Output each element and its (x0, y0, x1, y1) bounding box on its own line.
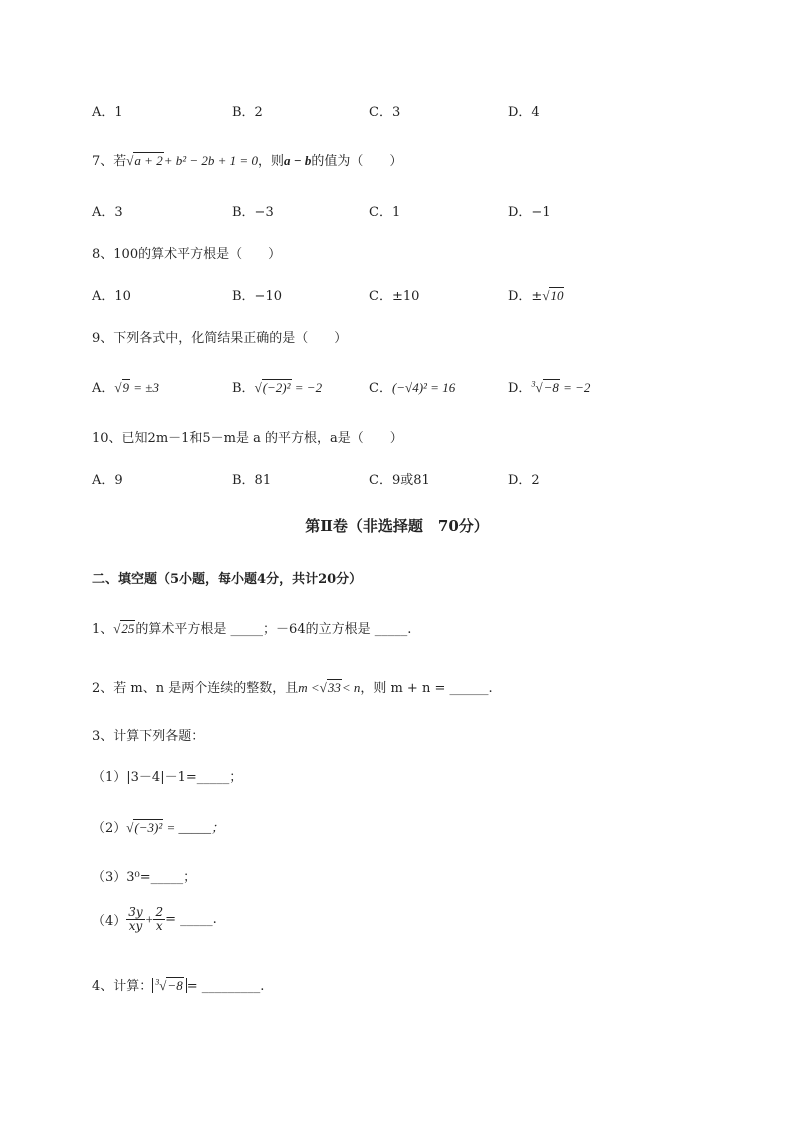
fill-q4: 4、计算： $^3$√−8 = _________. (92, 977, 265, 994)
q10-stem: 10、已知2m－1和5－m是 a 的平方根，a是（ ） (92, 431, 403, 446)
q6-options (92, 101, 692, 121)
q7-options (92, 201, 692, 221)
q6-option-c: C．3 (369, 105, 401, 120)
q7-target: a − b (283, 153, 312, 168)
q10-option-a: A．9 (92, 473, 123, 488)
q9-option-b: B．√(−2)² = −2 (232, 380, 323, 396)
q8-option-a: A．10 (92, 289, 131, 304)
q9-options (92, 377, 692, 397)
fill-q3-part4: （4） $\frac{3y}{xy}$ + $\frac{2}{x}$ = _____. (92, 905, 217, 933)
q8-d-radicand: 10 (550, 288, 564, 303)
q7-stem: 7、若√a + 2+ b² − 2b + 1 = 0，则a − b的值为（ ） (92, 153, 403, 169)
q10-options (92, 469, 692, 489)
q6-option-d: D．4 (508, 105, 540, 120)
fill-q1-radicand: 25 (121, 621, 135, 636)
q7-mid: ，则 (257, 154, 284, 169)
fill-q3-part2: （2）√(−3)² = _____； (92, 820, 225, 836)
q7-equation: + b² − 2b + 1 = 0 (163, 153, 258, 168)
q6-option-b: B．2 (232, 105, 263, 120)
q7-prefix: 7、若 (92, 154, 127, 169)
fill-q3-stem: 3、计算下列各题： (92, 729, 205, 744)
fill-q3-part3: （3）3⁰=_____； (92, 870, 197, 885)
q8-options (92, 285, 692, 305)
q8-stem: 8、100的算术平方根是（ ） (92, 247, 282, 262)
q7-option-b: B．−3 (232, 205, 274, 220)
section2-title: 第Ⅱ卷（非选择题 70分） (305, 517, 489, 535)
q8-option-c: C．±10 (369, 289, 420, 304)
q6-option-a: A．1 (92, 105, 123, 120)
fill-q2-radicand: 33 (327, 680, 341, 695)
q7-suffix: 的值为（ ） (311, 154, 403, 169)
q10-option-d: D．2 (508, 473, 540, 488)
q10-option-c: C．9或81 (369, 473, 430, 488)
q7-option-c: C．1 (369, 205, 401, 220)
q7-radicand: a + 2 (134, 153, 163, 168)
fill-q3-part1: （1）|3－4|－1=_____； (92, 770, 243, 785)
q7-option-a: A．3 (92, 205, 123, 220)
q9-option-c: C．(−√4)² = 16 (369, 380, 456, 396)
fill-q1: 1、√25的算术平方根是 _____；－64的立方根是 _____. (92, 621, 412, 637)
fraction-1: $\frac{3y}{xy}$ (128, 905, 143, 933)
fraction-2: $\frac{2}{x}$ (155, 905, 164, 933)
fill-section-header: 二、填空题（5小题，每小题4分，共计20分） (92, 572, 363, 587)
q9-option-d: D．$^3$√−8 = −2 (508, 379, 591, 396)
q9-option-a: A．√9 = ±3 (92, 380, 159, 396)
q9-stem: 9、下列各式中，化简结果正确的是（ ） (92, 331, 348, 346)
q8-option-d: D．±√10 (508, 288, 564, 304)
fill-q2: 2、若 m、n 是两个连续的整数，且m <√33< n，则 m + n = ______. (92, 680, 493, 696)
q10-option-b: B．81 (232, 473, 272, 488)
q8-option-b: B．−10 (232, 289, 282, 304)
q7-option-d: D．−1 (508, 205, 551, 220)
